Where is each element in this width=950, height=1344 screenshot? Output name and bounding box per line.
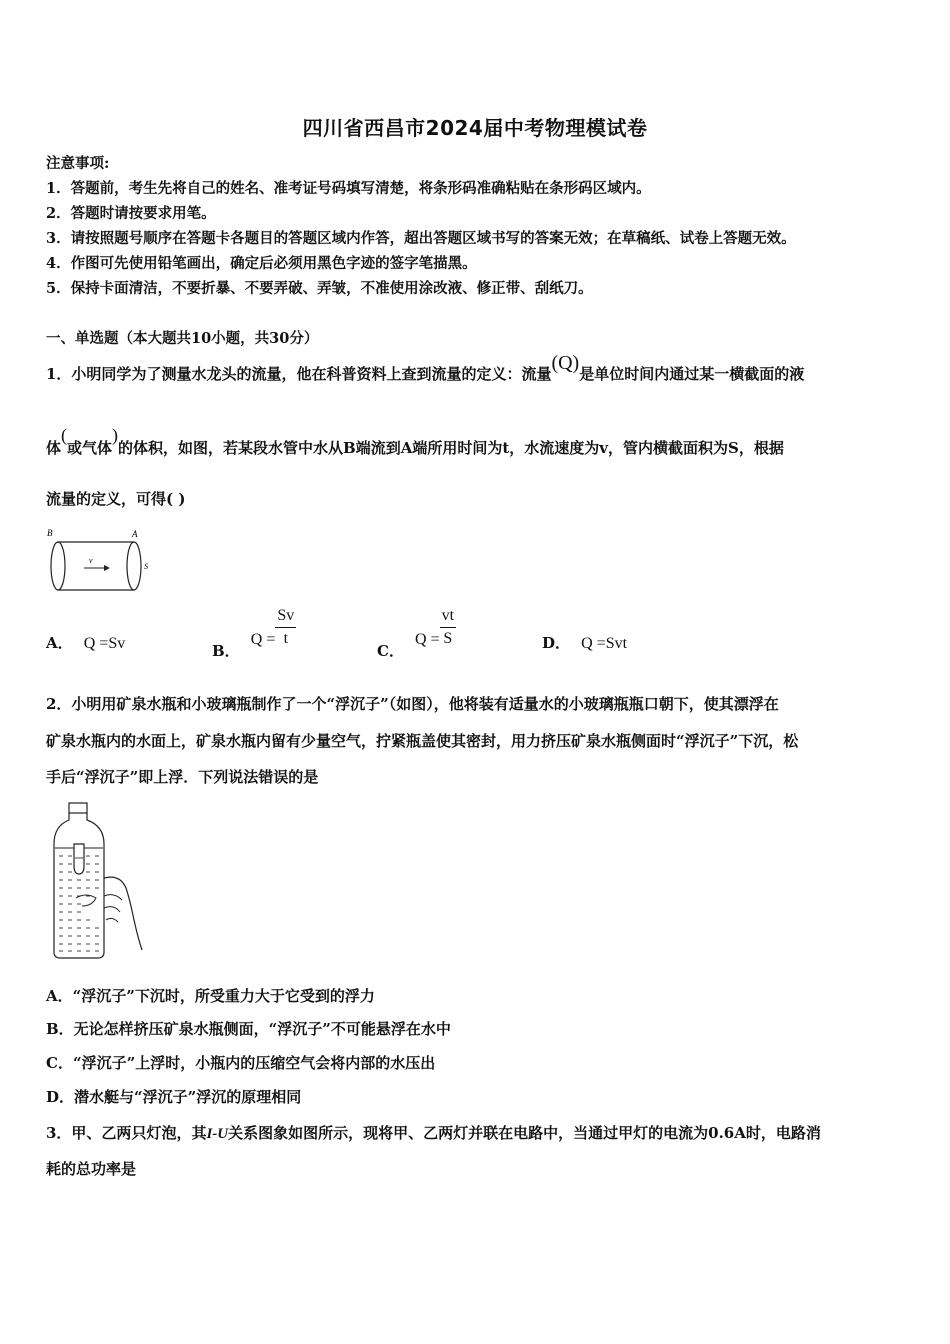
q1-option-b-fraction (275, 608, 296, 647)
flow-arrow-head (104, 565, 110, 571)
note-item-3: 3．请按照题号顺序在答题卡各题目的答题区域内作答，超出答题区域书写的答案无效；在草稿纸、试卷上答题无效。 (46, 230, 796, 247)
q1-option-b-den: t (283, 630, 289, 647)
q1-option-d-formula: Q =Svt (581, 635, 628, 652)
q1-option-c-den: S (443, 630, 453, 647)
q1-option-b[interactable] (212, 607, 296, 660)
small-glass-vial (74, 844, 84, 874)
q1-line-2-b: 或气体 (67, 439, 113, 457)
pipe-right-end (127, 542, 141, 590)
q1-paren-open: ( (61, 425, 68, 445)
q1-option-c[interactable] (377, 607, 456, 660)
pipe-left-end (51, 542, 65, 590)
q1-line-1 (46, 352, 805, 385)
note-item-5: 5．保持卡面清洁，不要折暴、不要弄破、弄皱，不准使用涂改液、修正带、刮纸刀。 (46, 280, 593, 297)
q1-option-b-lhs: Q = (250, 631, 276, 648)
q1-line-1-b: 是单位时间内通过某一横截面的液 (579, 365, 805, 383)
q1-line-1-a: 1．小明同学为了测量水龙头的流量，他在科普资料上查到流量的定义：流量 (46, 365, 552, 383)
q1-option-b-num: Sv (275, 608, 296, 628)
q1-line-2-a: 体 (46, 439, 62, 457)
q2-option-c[interactable]: C．“浮沉子”上浮时，小瓶内的压缩空气会将内部的水压出 (46, 1054, 436, 1072)
q1-option-c-label: C． (377, 642, 404, 660)
q2-option-a[interactable]: A．“浮沉子”下沉时，所受重力大于它受到的浮力 (46, 987, 375, 1005)
q1-pipe-figure (44, 524, 156, 594)
pipe-label-s: S (144, 562, 148, 571)
q1-option-c-num: vt (440, 608, 456, 628)
q1-option-a[interactable] (46, 632, 125, 653)
q1-option-b-label: B． (212, 642, 240, 660)
q1-option-c-fraction (440, 608, 456, 647)
q1-option-a-label: A． (46, 634, 73, 652)
q2-option-d[interactable]: D．潜水艇与“浮沉子”浮沉的原理相同 (46, 1088, 302, 1106)
q2-bottle-figure (46, 800, 146, 962)
q1-option-c-lhs: Q = (415, 631, 440, 648)
q1-paren-close: ) (112, 425, 119, 445)
note-item-2: 2．答题时请按要求用笔。 (46, 205, 216, 222)
q2-line-3: 手后“浮沉子”即上浮．下列说法错误的是 (46, 768, 319, 786)
hand-outline (104, 877, 142, 950)
bottle-cap (69, 803, 87, 813)
note-item-4: 4．作图可先使用铅笔画出，确定后必须用黑色字迹的签字笔描黑。 (46, 255, 477, 272)
hand-fingers (104, 895, 122, 922)
q3-line-1 (46, 1122, 821, 1143)
q1-line-2-c: 的体积，如图，若某段水管中水从B端流到A端所用时间为t，水流速度为v，管内横截面积为S，根据 (118, 439, 784, 457)
q2-option-b[interactable]: B．无论怎样挤压矿泉水瓶侧面，“浮沉子”不可能悬浮在水中 (46, 1020, 451, 1038)
q3-line-1-b: 关系图象如图所示，现将甲、乙两灯并联在电路中，当通过甲灯的电流为0.6A时，电路消 (228, 1124, 821, 1142)
q1-option-d-label: D． (542, 634, 571, 652)
q1-line-3: 流量的定义，可得( ) (46, 490, 186, 508)
q1-option-d[interactable] (542, 632, 627, 653)
pipe-label-v: v (89, 556, 93, 565)
q1-line-2 (46, 425, 784, 458)
note-item-1: 1．答题前，考生先将自己的姓名、准考证号码填写清楚，将条形码准确粘贴在条形码区域内。 (46, 180, 651, 197)
pipe-label-a: A (132, 529, 138, 539)
q3-iu-symbol: I-U (206, 1126, 229, 1142)
page-title: 四川省西昌市2024届中考物理模试卷 (302, 116, 648, 140)
section-heading: 一、单选题（本大题共10小题，共30分） (46, 330, 319, 347)
q3-line-2: 耗的总功率是 (46, 1160, 137, 1178)
pipe-label-b: B (47, 528, 53, 538)
q2-line-1: 2．小明用矿泉水瓶和小玻璃瓶制作了一个“浮沉子”（如图），他将装有适量水的小玻璃瓶瓶口朝下，使其漂浮在 (46, 695, 779, 713)
q1-option-a-formula: Q =Sv (83, 635, 126, 652)
q1-q-symbol: (Q) (551, 352, 580, 374)
q2-line-2: 矿泉水瓶内的水面上，矿泉水瓶内留有少量空气，拧紧瓶盖使其密封，用力挤压矿泉水瓶侧面时“浮沉子”下沉，松 (46, 732, 799, 750)
notes-heading: 注意事项: (46, 155, 110, 172)
q3-line-1-a: 3．甲、乙两只灯泡，其 (46, 1124, 207, 1142)
